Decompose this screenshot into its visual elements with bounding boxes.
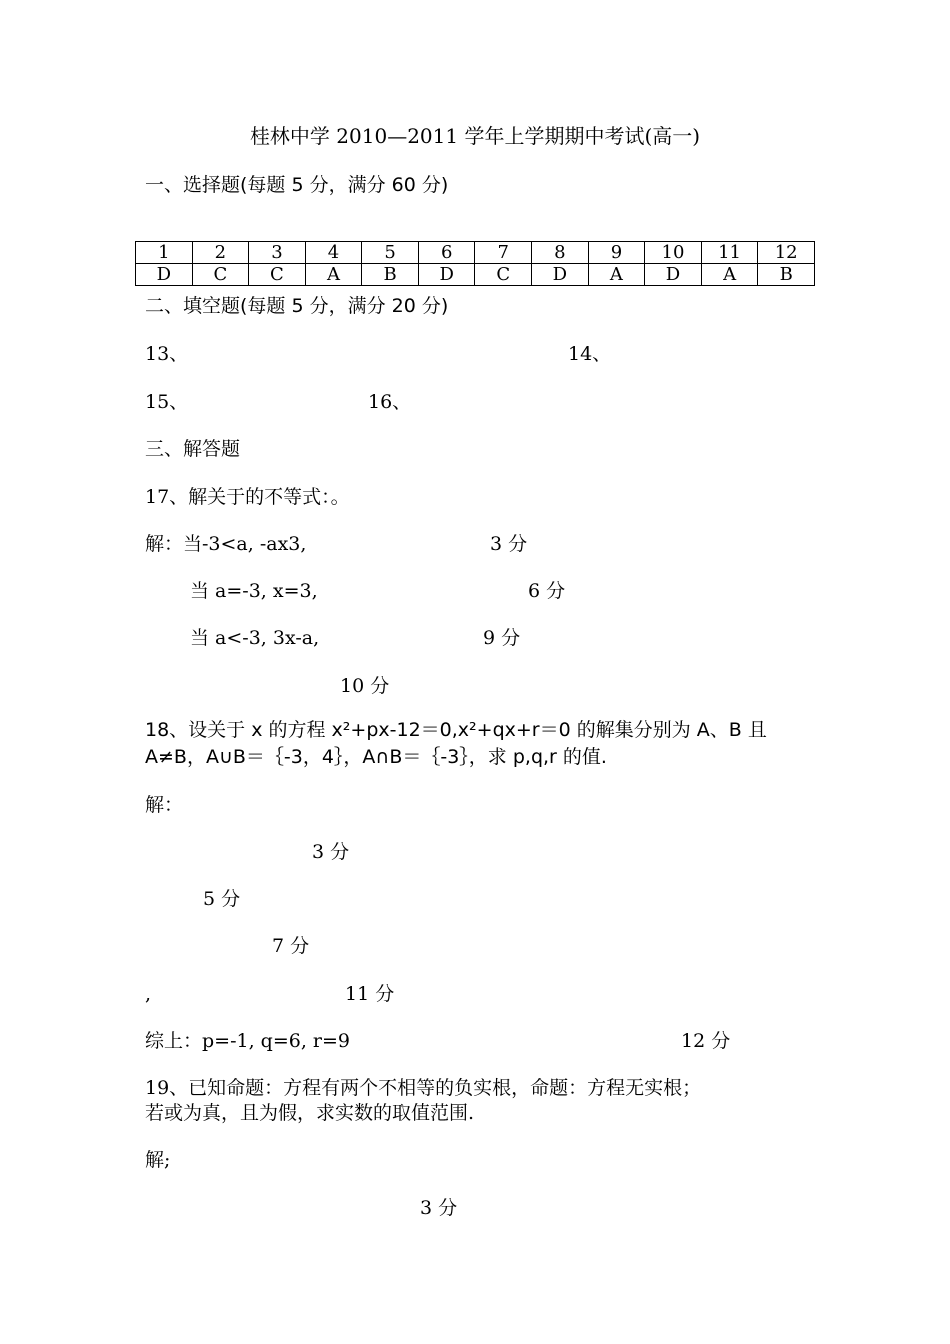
exam-title: 桂林中学 2010—2011 学年上学期期中考试(高一): [249, 124, 701, 148]
question-number-cell: 10: [645, 242, 702, 264]
section-multiple-choice-heading: 一、选择题(每题 5 分，满分 60 分): [145, 174, 449, 196]
q18-question-line-1: 18、设关于 x 的方程 x²+px-12＝0,x²+qx+r＝0 的解集分别为 A、B 且: [145, 719, 767, 741]
answer-cell: D: [136, 264, 193, 286]
answer-cell: A: [588, 264, 645, 286]
q17-solution-line-1: 解：当-3<a, -ax3,: [145, 533, 307, 555]
q17-solution-line-2: 当 a=-3, x=3,: [190, 580, 318, 602]
answer-cell: C: [249, 264, 306, 286]
q18-solution-label: 解：: [145, 794, 184, 816]
answer-cell: D: [532, 264, 589, 286]
question-number-cell: 3: [249, 242, 306, 264]
question-number-cell: 4: [305, 242, 362, 264]
q17-solution-line-3: 当 a<-3, 3x-a,: [190, 627, 320, 649]
question-number-cell: 6: [418, 242, 475, 264]
q19-solution-label: 解;: [145, 1149, 171, 1171]
q18-score-4: 11 分: [345, 983, 395, 1005]
q17-question: 17、解关于的不等式：。: [145, 486, 350, 508]
section-solutions-heading: 三、解答题: [145, 438, 241, 460]
q17-score-3: 9 分: [483, 627, 521, 649]
answer-table: [135, 241, 815, 286]
answer-cell: C: [192, 264, 249, 286]
blank-16-label: 16、: [368, 391, 412, 413]
answer-table-number-row: [136, 242, 815, 264]
q18-score-3: 7 分: [272, 935, 310, 957]
question-number-cell: 2: [192, 242, 249, 264]
q18-summary-score: 12 分: [681, 1030, 731, 1052]
q18-summary: 综上：p=-1, q=6, r=9: [145, 1030, 351, 1052]
blank-15-label: 15、: [145, 391, 189, 413]
answer-table-answer-row: [136, 264, 815, 286]
question-number-cell: 8: [532, 242, 589, 264]
q18-comma: ,: [145, 983, 152, 1005]
answer-cell: B: [758, 264, 815, 286]
question-number-cell: 11: [701, 242, 758, 264]
answer-cell: A: [701, 264, 758, 286]
answer-cell: D: [418, 264, 475, 286]
question-number-cell: 1: [136, 242, 193, 264]
q17-score-2: 6 分: [528, 580, 566, 602]
q17-score-1: 3 分: [490, 533, 528, 555]
blank-14-label: 14、: [568, 343, 612, 365]
q17-score-4: 10 分: [340, 675, 390, 697]
answer-cell: B: [362, 264, 419, 286]
q18-score-2: 5 分: [203, 888, 241, 910]
q18-score-1: 3 分: [312, 841, 350, 863]
answer-cell: D: [645, 264, 702, 286]
answer-cell: C: [475, 264, 532, 286]
q19-question-line-2: 若或为真，且为假，求实数的取值范围.: [145, 1102, 475, 1124]
section-fill-blank-heading: 二、填空题(每题 5 分，满分 20 分): [145, 295, 449, 317]
question-number-cell: 7: [475, 242, 532, 264]
answer-cell: A: [305, 264, 362, 286]
question-number-cell: 12: [758, 242, 815, 264]
q19-score-1: 3 分: [420, 1197, 458, 1219]
question-number-cell: 5: [362, 242, 419, 264]
blank-13-label: 13、: [145, 343, 189, 365]
q19-question-line-1: 19、已知命题：方程有两个不相等的负实根，命题：方程无实根；: [145, 1077, 702, 1099]
question-number-cell: 9: [588, 242, 645, 264]
q18-question-line-2: A≠B，A∪B＝｛-3，4｝，A∩B＝｛-3｝，求 p,q,r 的值.: [145, 746, 607, 768]
